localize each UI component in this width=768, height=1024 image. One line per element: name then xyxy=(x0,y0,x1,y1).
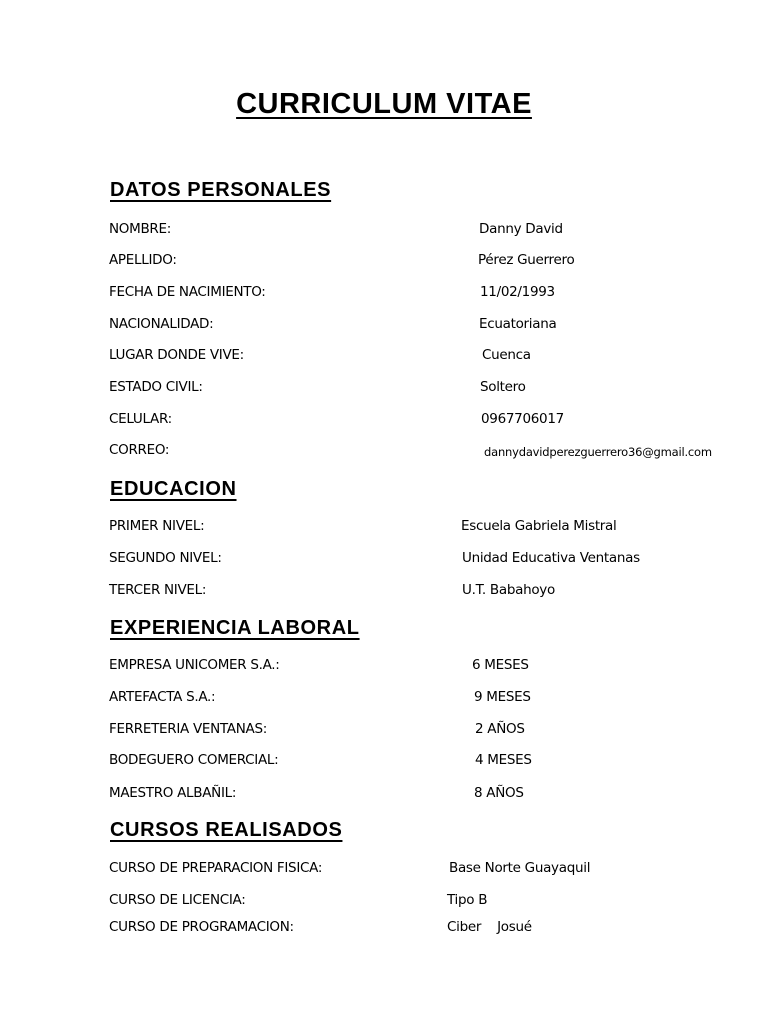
field-value: 0967706017 xyxy=(481,411,564,427)
field-row-fecha-de-nacimiento xyxy=(0,284,768,304)
field-value: 11/02/1993 xyxy=(480,284,555,300)
field-row-maestro-albanil xyxy=(0,785,768,805)
field-value: Soltero xyxy=(480,379,526,395)
section-heading-datos-personales: DATOS PERSONALES xyxy=(110,179,332,201)
field-value: 8 AÑOS xyxy=(474,785,524,801)
section-heading-cursos-realisados: CURSOS REALISADOS xyxy=(110,819,343,841)
email-value: dannydavidperezguerrero36@gmail.com xyxy=(484,445,712,459)
field-row-curso-preparacion-fisica xyxy=(0,860,768,880)
field-value: Tipo B xyxy=(447,892,488,908)
field-value: 2 AÑOS xyxy=(475,721,525,737)
field-label: NACIONALIDAD: xyxy=(109,316,214,332)
field-label: CURSO DE PREPARACION FISICA: xyxy=(109,860,323,876)
field-label: BODEGUERO COMERCIAL: xyxy=(109,752,279,768)
field-label: CORREO: xyxy=(109,442,170,458)
field-label: APELLIDO: xyxy=(109,252,177,268)
field-value: Base Norte Guayaquil xyxy=(449,860,591,876)
field-row-curso-licencia xyxy=(0,892,768,912)
field-row-apellido xyxy=(0,252,768,272)
field-label: CURSO DE PROGRAMACION: xyxy=(109,919,294,935)
page-title-text: CURRICULUM VITAE xyxy=(236,88,532,120)
field-row-primer-nivel xyxy=(0,518,768,538)
field-row-nombre xyxy=(0,221,768,241)
field-row-artefacta xyxy=(0,689,768,709)
field-label: EMPRESA UNICOMER S.A.: xyxy=(109,657,280,673)
field-value: U.T. Babahoyo xyxy=(462,582,555,598)
field-value: Ciber Josué xyxy=(447,919,532,935)
page-title xyxy=(0,88,768,121)
field-row-tercer-nivel xyxy=(0,582,768,602)
field-label: NOMBRE: xyxy=(109,221,171,237)
field-row-empresa-unicomer xyxy=(0,657,768,677)
field-row-bodeguero-comercial xyxy=(0,752,768,772)
field-value: 6 MESES xyxy=(472,657,529,673)
section-heading-experiencia-laboral: EXPERIENCIA LABORAL xyxy=(110,617,360,639)
field-value: Escuela Gabriela Mistral xyxy=(461,518,617,534)
field-label: FERRETERIA VENTANAS: xyxy=(109,721,267,737)
field-row-ferreteria-ventanas xyxy=(0,721,768,741)
field-value: Danny David xyxy=(479,221,563,237)
field-label: SEGUNDO NIVEL: xyxy=(109,550,222,566)
field-label: MAESTRO ALBAÑIL: xyxy=(109,785,237,801)
section-heading-educacion: EDUCACION xyxy=(110,478,237,500)
field-label: CELULAR: xyxy=(109,411,172,427)
field-value: 9 MESES xyxy=(474,689,531,705)
field-value: 4 MESES xyxy=(475,752,532,768)
field-row-estado-civil xyxy=(0,379,768,399)
field-value: Cuenca xyxy=(482,347,531,363)
field-row-celular xyxy=(0,411,768,431)
field-label: ESTADO CIVIL: xyxy=(109,379,203,395)
field-value: Pérez Guerrero xyxy=(478,252,575,268)
field-label: PRIMER NIVEL: xyxy=(109,518,205,534)
field-label: CURSO DE LICENCIA: xyxy=(109,892,246,908)
field-row-nacionalidad xyxy=(0,316,768,336)
field-row-correo xyxy=(0,442,768,462)
field-label: FECHA DE NACIMIENTO: xyxy=(109,284,266,300)
field-row-lugar-donde-vive xyxy=(0,347,768,367)
field-label: ARTEFACTA S.A.: xyxy=(109,689,216,705)
field-row-curso-programacion xyxy=(0,919,768,939)
field-row-segundo-nivel xyxy=(0,550,768,570)
field-label: LUGAR DONDE VIVE: xyxy=(109,347,244,363)
field-value: Unidad Educativa Ventanas xyxy=(462,550,640,566)
field-value: Ecuatoriana xyxy=(479,316,557,332)
field-label: TERCER NIVEL: xyxy=(109,582,207,598)
